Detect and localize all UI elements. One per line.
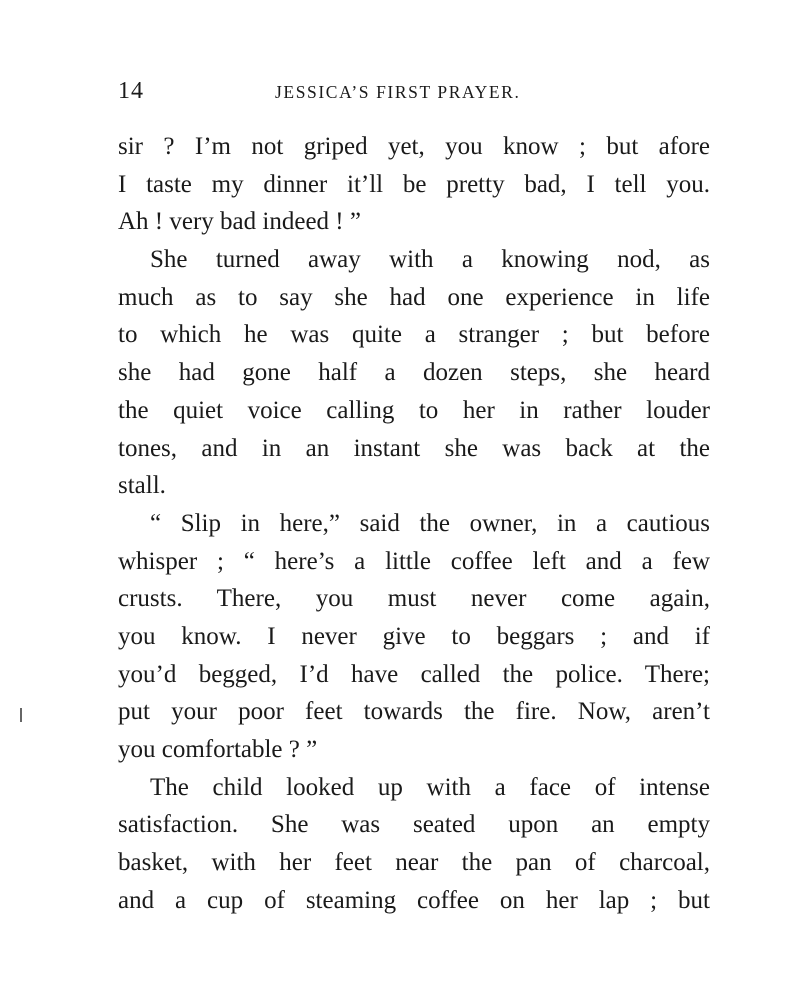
text-line: and a cup of steaming coffee on her lap ; but (118, 886, 710, 914)
text-line: the quiet voice calling to her in rather louder (118, 396, 710, 424)
text-line: Ah ! very bad indeed ! ” (118, 208, 361, 236)
running-title: JESSICA’S FIRST PRAYER. (275, 82, 521, 102)
text-line: much as to say she had one experience in life (118, 283, 710, 311)
text-line: The child looked up with a face of intense (150, 773, 710, 801)
text-line: whisper ; “ here’s a little coffee left and a few (118, 547, 710, 575)
page-number: 14 (118, 78, 144, 104)
running-head (118, 78, 710, 108)
text-line: you’d begged, I’d have called the police. There; (118, 660, 710, 688)
text-line: stall. (118, 472, 166, 500)
text-line: “ Slip in here,” said the owner, in a cautious (150, 509, 710, 537)
text-line: satisfaction. She was seated upon an empty (118, 811, 710, 839)
body-text (118, 128, 710, 919)
text-line: put your poor feet towards the fire. Now, aren’t (118, 698, 710, 726)
text-line: she had gone half a dozen steps, she heard (118, 359, 710, 387)
text-line: crusts. There, you must never come again, (118, 585, 710, 613)
text-line: basket, with her feet near the pan of charcoal, (118, 849, 710, 877)
text-line: you comfortable ? ” (118, 736, 318, 763)
text-line: sir ? I’m not griped yet, you know ; but afore (118, 133, 710, 160)
text-line: She turned away with a knowing nod, as (150, 246, 710, 274)
text-line: tones, and in an instant she was back at the (118, 434, 710, 462)
text-line: I taste my dinner it’ll be pretty bad, I tell you. (118, 170, 710, 198)
text-line: to which he was quite a stranger ; but before (118, 321, 710, 349)
text-line: you know. I never give to beggars ; and if (118, 622, 710, 650)
margin-mark (20, 708, 22, 722)
